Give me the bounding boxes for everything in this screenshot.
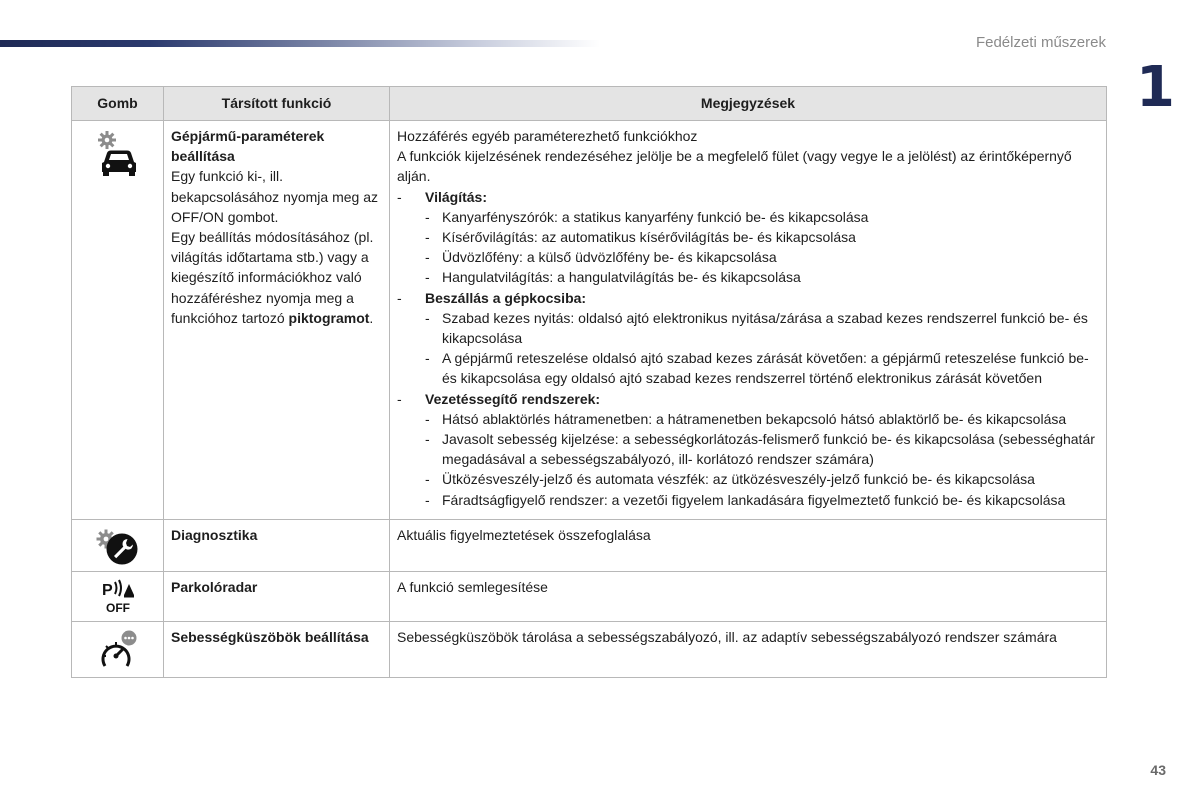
notes-cell <box>390 519 1107 571</box>
functions-table <box>71 86 1107 678</box>
list-item: - Kísérővilágítás: az automatikus kísérővilágítás be- és kikapcsolása <box>397 227 1099 247</box>
button-cell <box>72 622 164 678</box>
function-desc: Egy beállítás módosításához (pl. világítás időtartama stb.) vagy a kiegészítő információkhoz való hozzáféréshez nyomja meg a funkcióhoz tartozó <box>171 229 374 326</box>
group-title: Világítás: <box>425 188 487 205</box>
list-item: - Üdvözlőfény: a külső üdvözlőfény be- és kikapcsolása <box>397 247 1099 267</box>
list-item: - Fáradtságfigyelő rendszer: a vezetői figyelem lankadására figyelmeztető funkció be- és kikapcsolása <box>397 490 1099 510</box>
function-title: Sebességküszöbök beállítása <box>171 629 369 646</box>
list-item: - Kanyarfényszórók: a statikus kanyarfény funkció be- és kikapcsolása <box>397 207 1099 227</box>
list-item-text: Szabad kezes nyitás: oldalsó ajtó elektronikus nyitása/zárása a szabad kezes rendszerrel funkció be- és kikapcsolása <box>442 309 1088 347</box>
function-title: Gépjármű-paraméterek beállítása <box>171 128 325 165</box>
park-sensor-off-label: OFF <box>105 601 130 616</box>
list-item: - A gépjármű reteszelése oldalsó ajtó szabad kezes zárását követően: a gépjármű reteszelése funkció be- és kikapcsolása egy oldalsó ajtó szabad kezes rendszerrel történő elektronikus zárását követően <box>397 348 1099 388</box>
list-item-text: Fáradtságfigyelő rendszer: a vezetői figyelem lankadására figyelmeztető funkció be- és kikapcsolása <box>442 491 1066 508</box>
park-sensor-off-icon <box>95 578 141 616</box>
function-desc: Egy funkció ki-, ill. bekapcsolásához nyomja meg az OFF/ON gombot. <box>171 168 379 225</box>
header-function: Társított funkció <box>164 87 390 121</box>
table-row <box>72 121 1107 520</box>
page-number: 43 <box>1150 762 1166 778</box>
notes-cell <box>390 121 1107 520</box>
table-row <box>72 519 1107 571</box>
notes-intro: Hozzáférés egyéb paraméterezhető funkciókhoz <box>397 128 698 144</box>
list-item: - Világítás: <box>397 187 1099 207</box>
list-item-text: Üdvözlőfény: a külső üdvözlőfény be- és kikapcsolása <box>442 249 777 266</box>
list-item: - Javasolt sebesség kijelzése: a sebességkorlátozás-felismerő funkció be- és kikapcsolása (sebességhatár megadásával a sebességszabályozó, ill- korlátozó rendszer számára) <box>397 429 1099 469</box>
group-title: Beszállás a gépkocsiba: <box>425 289 587 306</box>
button-cell <box>72 121 164 520</box>
table-header-row <box>72 87 1107 121</box>
list-item: - Ütközésveszély-jelző és automata vészfék: az ütközésveszély-jelző funkció be- és kikapcsolása <box>397 469 1099 489</box>
button-cell <box>72 519 164 571</box>
function-cell <box>164 622 390 678</box>
notes-intro: A funkciók kijelzésének rendezéséhez jelölje be a megfelelő fület (vagy vegye le a jelölést) az érintőképernyő alján. <box>397 148 1072 185</box>
header-gradient-bar <box>0 40 600 47</box>
notes-text: Aktuális figyelmeztetések összefoglalása <box>397 526 651 543</box>
notes-text: A funkció semlegesítése <box>397 579 548 596</box>
list-item: - Vezetéssegítő rendszerek: <box>397 389 1099 409</box>
list-item-text: Hátsó ablaktörlés hátramenetben: a hátramenetben bekapcsoló hátsó ablaktörlő be- és kikapcsolása <box>442 410 1067 427</box>
list-item: - Hátsó ablaktörlés hátramenetben: a hátramenetben bekapcsoló hátsó ablaktörlő be- és kikapcsolása <box>397 409 1099 429</box>
list-item: - Beszállás a gépkocsiba: <box>397 288 1099 308</box>
header-notes: Megjegyzések <box>390 87 1107 121</box>
diagnostics-wrench-icon <box>95 528 141 566</box>
list-item-text: Ütközésveszély-jelző és automata vészfék: az ütközésveszély-jelző funkció be- és kikapcsolása <box>442 471 1035 488</box>
list-item-text: Javasolt sebesség kijelzése: a sebességkorlátozás-felismerő funkció be- és kikapcsolása (sebességhatár megadásával a sebességszabályozó, ill- korlátozó rendszer számára) <box>442 431 1095 468</box>
function-title: Parkolóradar <box>171 579 258 596</box>
group-title: Vezetéssegítő rendszerek: <box>425 390 601 407</box>
list-item-text: Hangulatvilágítás: a hangulatvilágítás be- és kikapcsolása <box>442 269 801 286</box>
function-cell <box>164 572 390 622</box>
notes-text: Sebességküszöbök tárolása a sebességszabályozó, ill. az adaptív sebességszabályozó rendszer számára <box>397 629 1057 646</box>
list-item-text: Kísérővilágítás: az automatikus kísérővilágítás be- és kikapcsolása <box>442 229 856 246</box>
function-desc-bold: piktogramot <box>288 309 370 326</box>
table-row <box>72 622 1107 678</box>
button-cell <box>72 572 164 622</box>
speed-limit-memory-icon <box>95 630 141 672</box>
header-button: Gomb <box>72 87 164 121</box>
list-item: - Hangulatvilágítás: a hangulatvilágítás be- és kikapcsolása <box>397 267 1099 287</box>
table-row <box>72 572 1107 622</box>
function-desc-end: . <box>369 309 374 326</box>
function-title: Diagnosztika <box>171 526 258 543</box>
function-cell <box>164 121 390 520</box>
list-item-text: A gépjármű reteszelése oldalsó ajtó szabad kezes zárását követően: a gépjármű reteszelése funkció be- és kikapcsolása egy oldalsó ajtó szabad kezes rendszerrel történő elektronikus zárását követően <box>442 350 1089 387</box>
list-item: - Szabad kezes nyitás: oldalsó ajtó elektronikus nyitása/zárása a szabad kezes rendszerrel funkció be- és kikapcsolása <box>397 308 1099 348</box>
car-settings-icon <box>95 129 141 177</box>
list-item-text: Kanyarfényszórók: a statikus kanyarfény funkció be- és kikapcsolása <box>442 208 869 225</box>
section-title: Fedélzeti műszerek <box>975 34 1106 51</box>
svg-text:P: P <box>101 582 113 600</box>
function-cell <box>164 519 390 571</box>
chapter-number: 1 <box>1136 55 1175 120</box>
notes-cell <box>390 572 1107 622</box>
notes-cell <box>390 622 1107 678</box>
